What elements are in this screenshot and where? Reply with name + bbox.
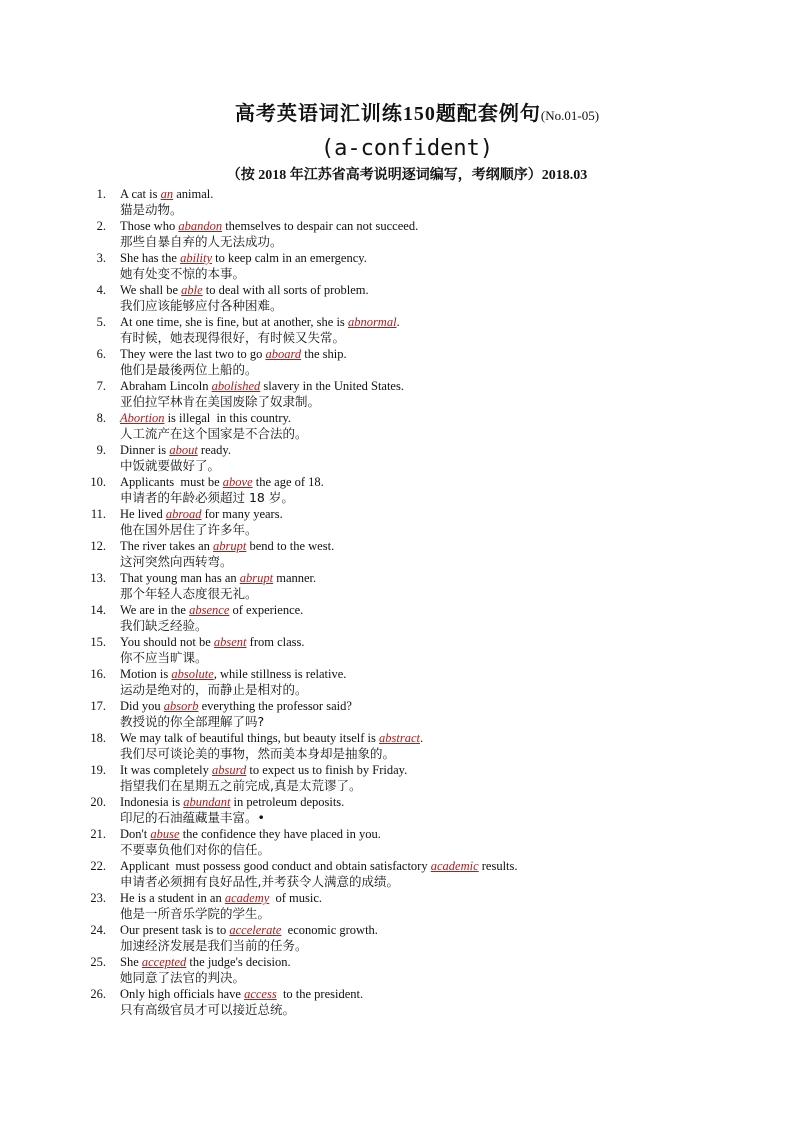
document-header <box>0 100 794 186</box>
vocabulary-keyword: abolished <box>211 379 261 393</box>
sentence-before-keyword: It was completely <box>120 763 212 777</box>
english-sentence <box>120 954 291 970</box>
item-number: 22. <box>90 859 106 873</box>
item-number: 18. <box>90 731 106 745</box>
sentence-item <box>0 410 794 442</box>
chinese-translation: 那个年轻人态度很无礼。 <box>120 586 258 601</box>
vocabulary-keyword: abrupt <box>213 539 247 553</box>
english-sentence <box>120 890 322 906</box>
sentence-before-keyword: Motion is <box>120 667 172 681</box>
chinese-translation: 只有高级官员才可以接近总统。 <box>120 1002 296 1017</box>
sentence-after-keyword: manner. <box>273 571 317 585</box>
chinese-translation: 运动是绝对的，而静止是相对的。 <box>120 682 308 697</box>
sentence-after-keyword: to deal with all sorts of problem. <box>202 283 369 297</box>
english-sentence <box>120 922 378 938</box>
chinese-translation: 申请者的年龄必须超过 18 岁。 <box>120 490 294 505</box>
item-number: 1. <box>96 187 106 201</box>
item-number: 8. <box>96 411 106 425</box>
sentence-before-keyword: She <box>120 955 142 969</box>
vocabulary-keyword: abroad <box>165 507 202 521</box>
vocabulary-keyword: abundant <box>183 795 231 809</box>
sentence-after-keyword: for many years. <box>201 507 283 521</box>
chinese-translation: 中饭就要做好了。 <box>120 458 221 473</box>
sentence-after-keyword: the age of 18. <box>252 475 324 489</box>
chinese-translation: 这河突然向西转弯。 <box>120 554 233 569</box>
item-number: 7. <box>96 379 106 393</box>
sentence-before-keyword: Our present task is to <box>120 923 230 937</box>
sentence-after-keyword: the ship. <box>301 347 347 361</box>
english-sentence <box>120 602 303 618</box>
chinese-translation: 猫是动物。 <box>120 202 183 217</box>
vocabulary-keyword: abuse <box>150 827 180 841</box>
english-sentence <box>120 346 347 362</box>
chinese-translation: 教授说的你全部理解了吗? <box>120 714 265 729</box>
sentence-before-keyword: Applicant must possess good conduct and obtain satisfactory <box>120 859 431 873</box>
sentence-item <box>0 858 794 890</box>
sentence-before-keyword: Did you <box>120 699 164 713</box>
sentence-after-keyword: slavery in the United States. <box>260 379 404 393</box>
item-number: 25. <box>90 955 106 969</box>
english-sentence <box>120 538 334 554</box>
sentence-after-keyword: in petroleum deposits. <box>230 795 345 809</box>
sentence-list <box>0 186 794 1018</box>
vocabulary-keyword: accelerate <box>229 923 282 937</box>
item-number: 26. <box>90 987 106 1001</box>
sentence-after-keyword: of music. <box>269 891 323 905</box>
sentence-item <box>0 922 794 954</box>
chinese-translation: 有时候，她表现得很好，有时候又失常。 <box>120 330 346 345</box>
english-sentence <box>120 442 231 458</box>
vocabulary-keyword: access <box>244 987 277 1001</box>
english-sentence <box>120 762 407 778</box>
sentence-after-keyword: the judge's decision. <box>186 955 291 969</box>
sentence-item <box>0 474 794 506</box>
vocabulary-keyword: able <box>181 283 203 297</box>
item-number: 11. <box>90 507 106 521</box>
english-sentence <box>120 858 518 874</box>
sentence-after-keyword: to keep calm in an emergency. <box>212 251 367 265</box>
english-sentence <box>120 282 369 298</box>
sentence-after-keyword: the confidence they have placed in you. <box>179 827 381 841</box>
item-number: 23. <box>90 891 106 905</box>
item-number: 6. <box>96 347 106 361</box>
item-number: 2. <box>96 219 106 233</box>
item-number: 19. <box>90 763 106 777</box>
english-sentence <box>120 218 418 234</box>
sentence-before-keyword: He is a student in an <box>120 891 225 905</box>
sentence-before-keyword: We shall be <box>120 283 182 297</box>
vocabulary-keyword: about <box>169 443 198 457</box>
sentence-after-keyword: ready. <box>197 443 231 457</box>
english-sentence <box>120 698 352 714</box>
vocabulary-keyword: abrupt <box>239 571 274 585</box>
sentence-item <box>0 442 794 474</box>
english-sentence <box>120 410 291 426</box>
sentence-item <box>0 986 794 1018</box>
item-number: 9. <box>96 443 106 457</box>
item-number: 16. <box>90 667 106 681</box>
item-number: 20. <box>90 795 106 809</box>
sentence-item <box>0 698 794 730</box>
sentence-item <box>0 250 794 282</box>
vocabulary-keyword: absolute <box>171 667 214 681</box>
vocabulary-keyword: academy <box>224 891 270 905</box>
vocabulary-keyword: abandon <box>178 219 223 233</box>
chinese-translation: 我们缺乏经验。 <box>120 618 208 633</box>
title-text: 高考英语词汇训练150题配套例句 <box>234 103 541 125</box>
sentence-before-keyword: At one time, she is fine, but at another, she is <box>120 315 348 329</box>
item-number: 14. <box>90 603 106 617</box>
sentence-after-keyword: is illegal in this country. <box>164 411 292 425</box>
english-sentence <box>120 378 404 394</box>
sentence-after-keyword: to the president. <box>276 987 364 1001</box>
vocabulary-keyword: above <box>222 475 253 489</box>
sentence-after-keyword: to expect us to finish by Friday. <box>246 763 408 777</box>
sentence-item <box>0 954 794 986</box>
chinese-translation: 亚伯拉罕林肯在美国废除了奴隶制。 <box>120 394 321 409</box>
document-title <box>0 100 794 130</box>
vocabulary-keyword: abstract <box>379 731 420 745</box>
vocabulary-keyword: academic <box>430 859 479 873</box>
english-sentence <box>120 730 423 746</box>
english-sentence <box>120 250 367 266</box>
english-sentence <box>120 986 363 1002</box>
sentence-before-keyword: You should not be <box>120 635 214 649</box>
sentence-after-keyword: . <box>420 731 424 745</box>
chinese-translation: 她有处变不惊的本事。 <box>120 266 246 281</box>
sentence-before-keyword: Applicants must be <box>120 475 223 489</box>
sentence-after-keyword: bend to the west. <box>246 539 335 553</box>
sentence-item <box>0 570 794 602</box>
sentence-after-keyword: from class. <box>246 635 305 649</box>
vocabulary-keyword: absurd <box>212 763 247 777</box>
item-number: 21. <box>90 827 106 841</box>
chinese-translation: 我们尽可谈论美的事物，然而美本身却是抽象的。 <box>120 746 396 761</box>
sentence-after-keyword: animal. <box>173 187 214 201</box>
title-range: (No.01-05) <box>540 108 600 123</box>
vocabulary-keyword: ability <box>180 251 213 265</box>
document-note: （按 2018 年江苏省高考说明逐词编写，考纲顺序）2018.03 <box>226 168 588 183</box>
vocabulary-keyword: absorb <box>163 699 199 713</box>
sentence-after-keyword: . <box>396 315 400 329</box>
item-number: 13. <box>90 571 106 585</box>
sentence-item <box>0 890 794 922</box>
item-number: 24. <box>90 923 106 937</box>
sentence-item <box>0 506 794 538</box>
vocabulary-keyword: absent <box>213 635 247 649</box>
item-number: 10. <box>90 475 106 489</box>
item-number: 12. <box>90 539 106 553</box>
english-sentence <box>120 794 344 810</box>
sentence-item <box>0 538 794 570</box>
sentence-item <box>0 794 794 826</box>
item-number: 5. <box>96 315 106 329</box>
chinese-translation: 人工流产在这个国家是不合法的。 <box>120 426 308 441</box>
chinese-translation: 他在国外居住了许多年。 <box>120 522 258 537</box>
item-number: 17. <box>90 699 106 713</box>
chinese-translation: 印尼的石油蕴藏量丰富。• <box>120 810 265 825</box>
sentence-item <box>0 666 794 698</box>
sentence-item <box>0 186 794 218</box>
vocabulary-keyword: aboard <box>265 347 302 361</box>
sentence-item <box>0 762 794 794</box>
english-sentence <box>120 826 381 842</box>
vocabulary-keyword: accepted <box>141 955 187 969</box>
item-number: 4. <box>96 283 106 297</box>
item-number: 3. <box>96 251 106 265</box>
english-sentence <box>120 314 400 330</box>
english-sentence <box>120 634 305 650</box>
vocabulary-keyword: an <box>160 187 174 201</box>
sentence-after-keyword: everything the professor said? <box>198 699 352 713</box>
sentence-item <box>0 346 794 378</box>
chinese-translation: 那些自暴自弃的人无法成功。 <box>120 234 283 249</box>
sentence-after-keyword: themselves to despair can not succeed. <box>222 219 419 233</box>
vocabulary-keyword: Abortion <box>120 411 165 425</box>
chinese-translation: 加速经济发展是我们当前的任务。 <box>120 938 308 953</box>
chinese-translation: 我们应该能够应付各种困难。 <box>120 298 283 313</box>
sentence-item <box>0 218 794 250</box>
sentence-before-keyword: That young man has an <box>120 571 240 585</box>
sentence-before-keyword: She has the <box>120 251 181 265</box>
sentence-item <box>0 282 794 314</box>
sentence-before-keyword: A cat is <box>120 187 161 201</box>
sentence-item <box>0 730 794 762</box>
sentence-item <box>0 378 794 410</box>
sentence-before-keyword: Those who <box>120 219 179 233</box>
sentence-before-keyword: We are in the <box>120 603 190 617</box>
sentence-before-keyword: Only high officials have <box>120 987 245 1001</box>
sentence-after-keyword: economic growth. <box>281 923 378 937</box>
chinese-translation: 申请者必须拥有良好品性,并考获令人满意的成绩。 <box>120 874 399 889</box>
sentence-before-keyword: Indonesia is <box>120 795 184 809</box>
sentence-after-keyword: results. <box>478 859 518 873</box>
sentence-before-keyword: The river takes an <box>120 539 214 553</box>
sentence-after-keyword: of experience. <box>229 603 304 617</box>
vocabulary-keyword: absence <box>189 603 230 617</box>
sentence-item <box>0 826 794 858</box>
chinese-translation: 你不应当旷课。 <box>120 650 208 665</box>
chinese-translation: 她同意了法官的判决。 <box>120 970 246 985</box>
sentence-before-keyword: Abraham Lincoln <box>120 379 212 393</box>
vocabulary-keyword: abnormal <box>347 315 397 329</box>
english-sentence <box>120 186 213 202</box>
chinese-translation: 他是一所音乐学院的学生。 <box>120 906 271 921</box>
english-sentence <box>120 474 324 490</box>
sentence-item <box>0 314 794 346</box>
english-sentence <box>120 506 283 522</box>
sentence-after-keyword: , while stillness is relative. <box>213 667 347 681</box>
chinese-translation: 指望我们在星期五之前完成,真是太荒谬了。 <box>120 778 362 793</box>
chinese-translation: 不要辜负他们对你的信任。 <box>120 842 271 857</box>
sentence-before-keyword: Don't <box>120 827 151 841</box>
sentence-before-keyword: We may talk of beautiful things, but beauty itself is <box>120 731 380 745</box>
chinese-translation: 他们是最後两位上船的。 <box>120 362 258 377</box>
item-number: 15. <box>90 635 106 649</box>
sentence-before-keyword: He lived <box>120 507 166 521</box>
sentence-item <box>0 602 794 634</box>
sentence-before-keyword: Dinner is <box>120 443 170 457</box>
sentence-item <box>0 634 794 666</box>
document-subtitle: (a-confident) <box>320 136 494 161</box>
english-sentence <box>120 666 346 682</box>
english-sentence <box>120 570 316 586</box>
sentence-before-keyword: They were the last two to go <box>120 347 266 361</box>
